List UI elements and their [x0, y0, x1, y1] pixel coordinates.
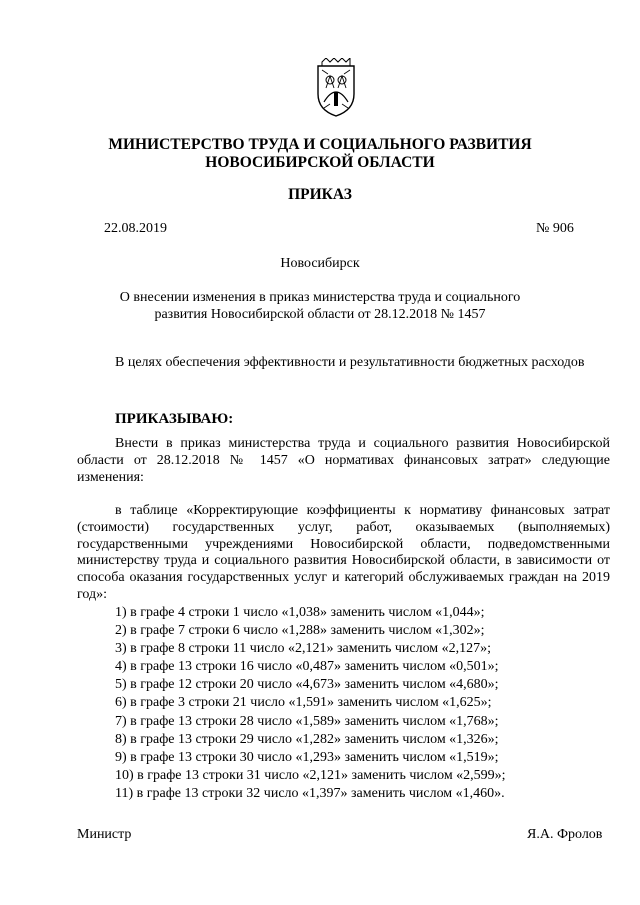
- city: Новосибирск: [280, 256, 360, 271]
- ministry-name: [0, 136, 640, 172]
- order-subject: [0, 290, 640, 323]
- list-item: 11) в графе 13 строки 32 число «1,397» заменить числом «1,460».: [115, 785, 505, 801]
- coat-of-arms-icon: [314, 58, 358, 118]
- signatory-position: Министр: [77, 827, 132, 842]
- intro-paragraph: Внести в приказ министерства труда и социального развития Новосибирской области от 28.12.2018 № 1457 «О нормативах финансовых затрат» следующие изменения:: [77, 436, 610, 485]
- purpose-paragraph: В целях обеспечения эффективности и результативности бюджетных расходов: [115, 355, 585, 370]
- list-item: 9) в графе 13 строки 30 число «1,293» заменить числом «1,519»;: [115, 749, 499, 765]
- ministry-line-1: МИНИСТЕРСТВО ТРУДА И СОЦИАЛЬНОГО РАЗВИТИЯ: [108, 136, 532, 153]
- list-item: 4) в графе 13 строки 16 число «0,487» заменить числом «0,501»;: [115, 659, 499, 675]
- signatory-name: Я.А. Фролов: [527, 827, 603, 842]
- list-item: 2) в графе 7 строки 6 число «1,288» заменить числом «1,302»;: [115, 623, 485, 639]
- subject-line-2: развития Новосибирской области от 28.12.2018 № 1457: [154, 306, 486, 322]
- changes-list: [115, 604, 506, 803]
- order-date: 22.08.2019: [104, 221, 167, 236]
- order-number: № 906: [536, 221, 574, 236]
- list-item: 7) в графе 13 строки 28 число «1,589» заменить числом «1,768»;: [115, 713, 499, 729]
- order-word: ПРИКАЗЫВАЮ:: [115, 411, 234, 427]
- list-item: 8) в графе 13 строки 29 число «1,282» заменить числом «1,326»;: [115, 731, 499, 747]
- list-item: 3) в графе 8 строки 11 число «2,121» заменить числом «2,127»;: [115, 641, 492, 657]
- list-item: 5) в графе 12 строки 20 число «4,673» заменить числом «4,680»;: [115, 677, 499, 693]
- subject-line-1: О внесении изменения в приказ министерства труда и социального: [119, 290, 521, 305]
- ministry-line-2: НОВОСИБИРСКОЙ ОБЛАСТИ: [205, 154, 435, 171]
- table-intro-paragraph: в таблице «Корректирующие коэффициенты к нормативу финансовых затрат (стоимости) государственных услуг, работ, оказываемых (выполняемых) государственными учреждениями Новосибирской области, подведомственными министерству труда и социального развития Новосибирской области, в зависимости от способа оказания государственных услуг и категорий обслуживаемых граждан на 2019 год»:: [77, 503, 610, 602]
- list-item: 10) в графе 13 строки 31 число «2,121» заменить числом «2,599»;: [115, 767, 506, 783]
- doc-type-title: ПРИКАЗ: [288, 186, 352, 203]
- list-item: 1) в графе 4 строки 1 число «1,038» заменить числом «1,044»;: [115, 605, 485, 620]
- list-item: 6) в графе 3 строки 21 число «1,591» заменить числом «1,625»;: [115, 695, 492, 711]
